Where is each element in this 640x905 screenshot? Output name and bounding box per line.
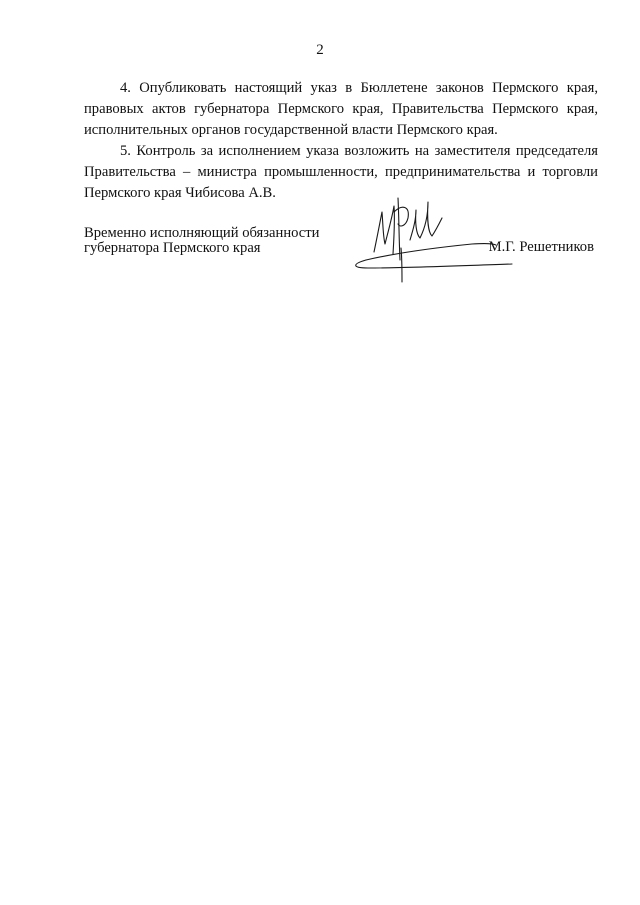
signer-name: М.Г. Решетников [488,239,594,255]
paragraph-control: 5. Контроль за исполнением указа возложить на заместителя председателя Правительства – министра промышленности, предпринимательства и торговли Пермского края Чибисова А.В. [84,143,598,201]
signature-block [84,226,598,286]
handwritten-signature [282,178,522,288]
page-number: 2 [316,42,324,58]
paragraph-publish: 4. Опубликовать настоящий указ в Бюллетене законов Пермского края, правовых актов губернатора Пермского края, Правительства Пермского края, исполнительных органов государственной власти Пермского края. [84,80,598,138]
signer-title-line-1: Временно исполняющий обязанности [84,225,320,241]
signer-title-line-2: губернатора Пермского края [84,240,261,256]
